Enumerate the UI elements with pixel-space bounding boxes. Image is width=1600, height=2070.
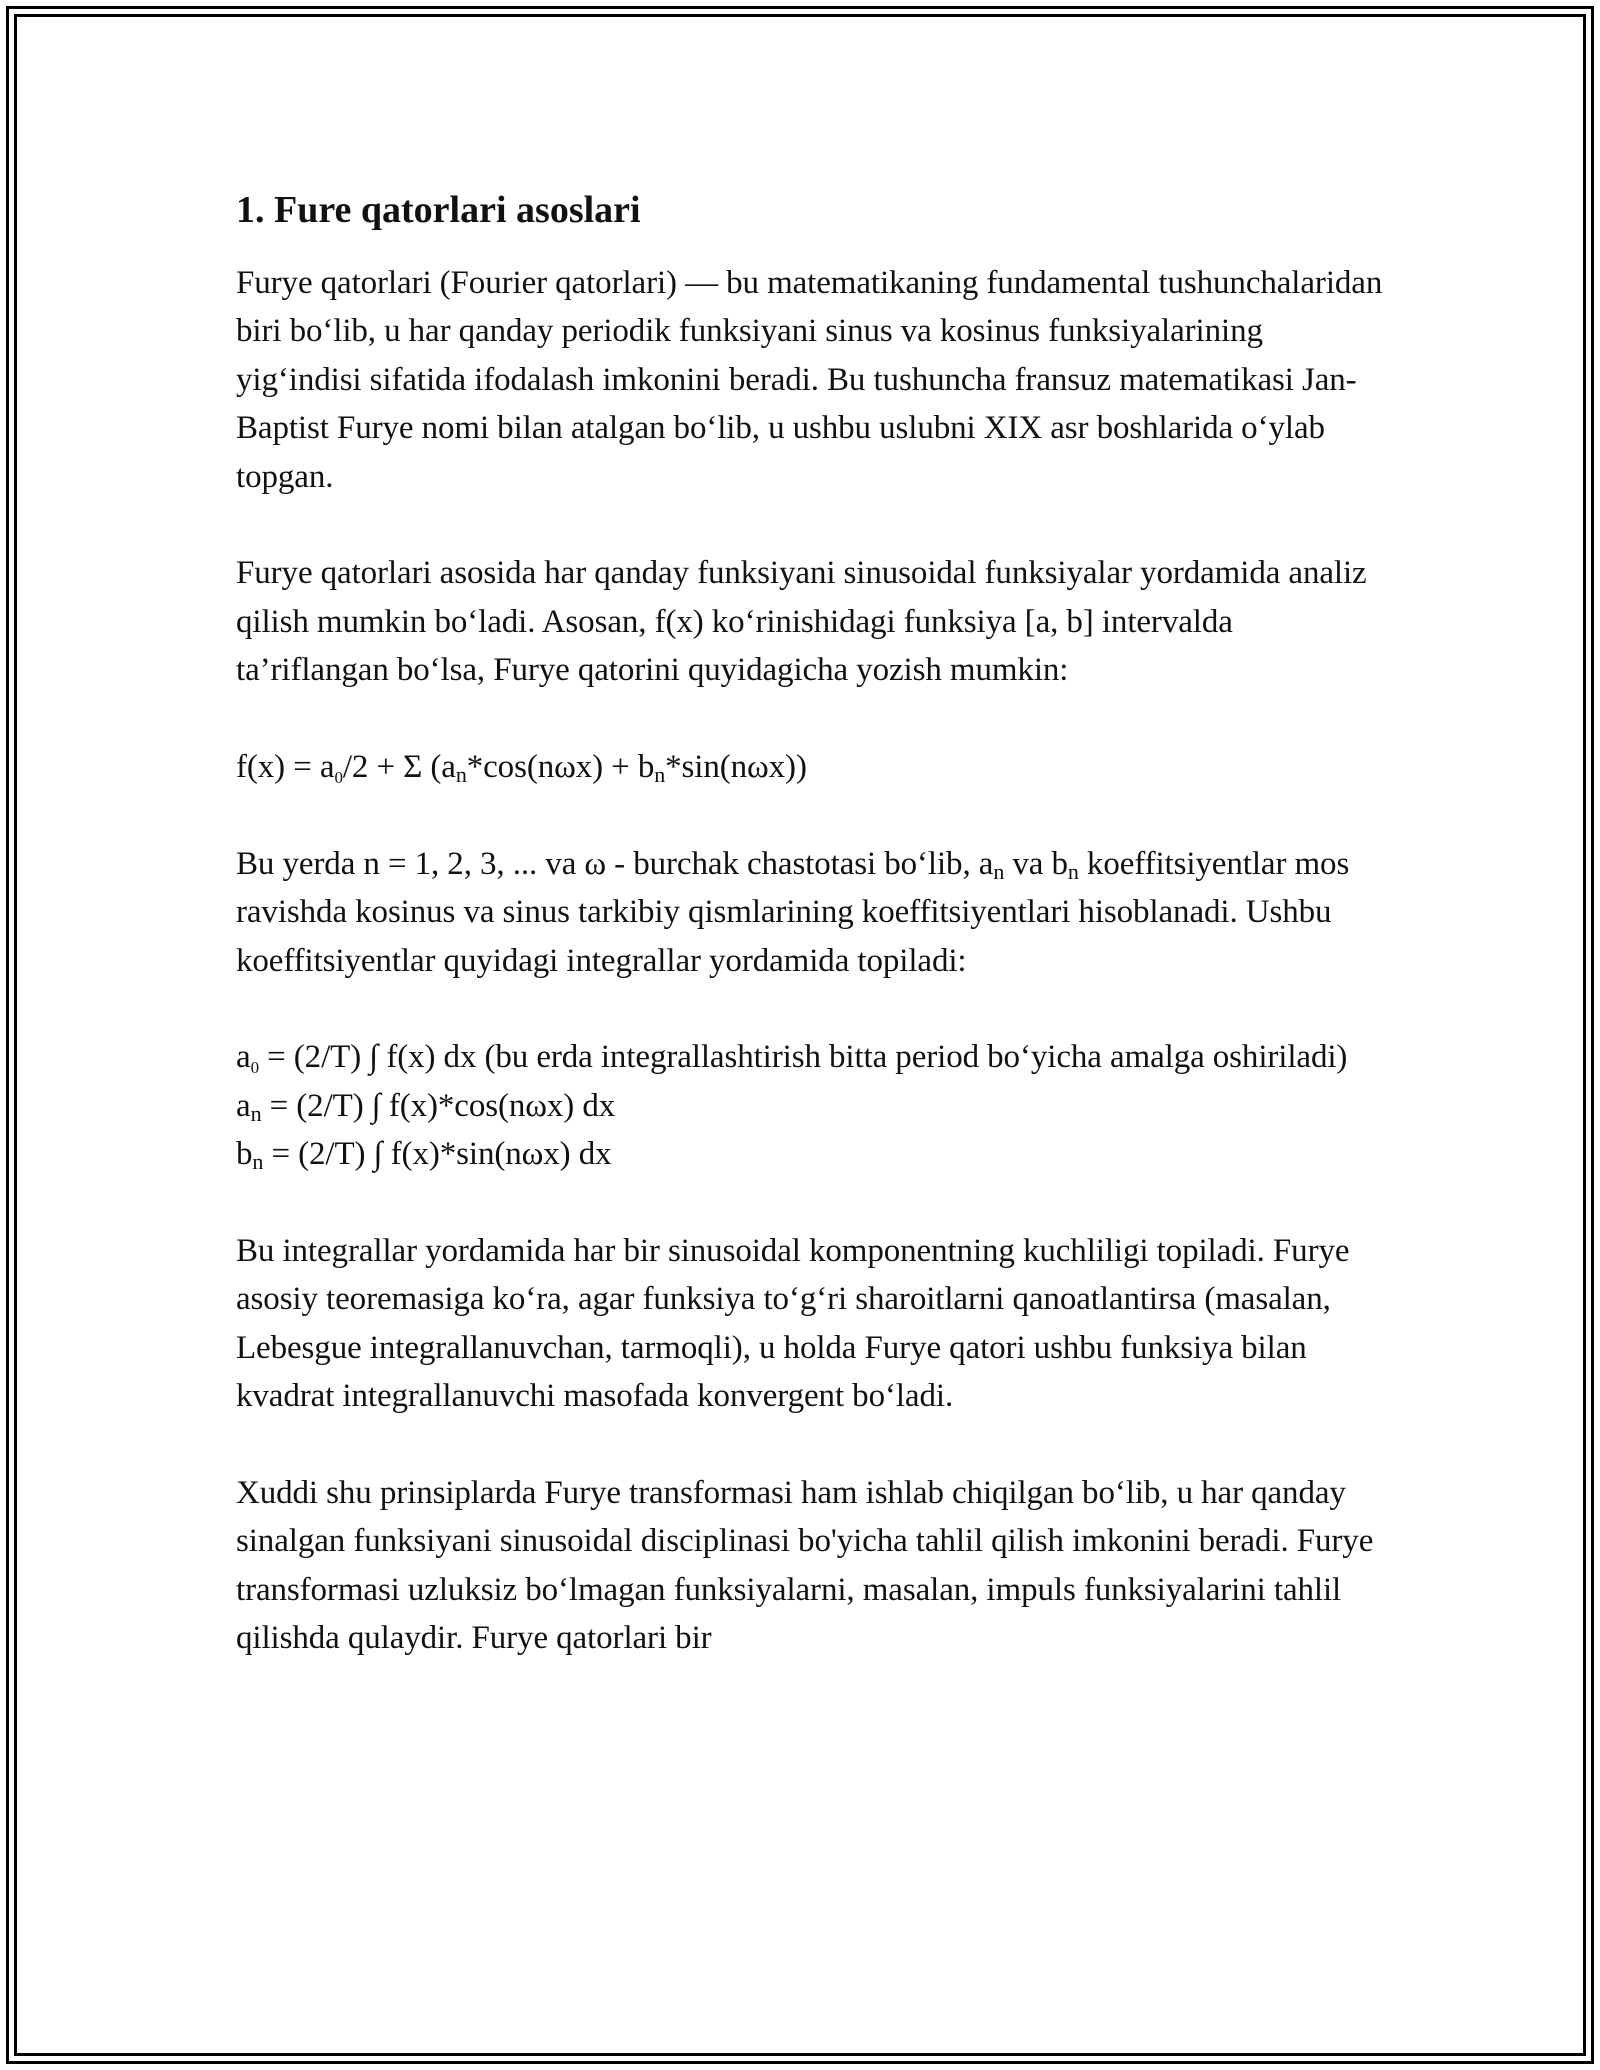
paragraph-convergence: Bu integrallar yordamida har bir sinusoidal komponentning kuchliligi topiladi. Furye asosiy teoremasiga ko‘ra, agar funksiya to‘g‘ri sharoitlarni qanoatlantirsa (masalan, Lebesgue integrallanuvchan, tarmoqli), u holda Furye qatori ushbu funksiya bilan kvadrat integrallanuvchi masofada konvergent bo‘ladi. <box>236 1233 1350 1415</box>
paragraph-coefficients: Bu yerda n = 1, 2, 3, ... va ω - burchak chastotasi bo‘lib, $a_n$ va $b_n$ koeffitsiyentlar mos ravishda kosinus va sinus tarkibiy qismlarining koeffitsiyentlari hisoblanadi. Ushbu koeffitsiyentlar quyidagi integrallar yordamida topiladi: <box>236 845 1350 979</box>
paragraph-analysis: Furye qatorlari asosida har qanday funksiyani sinusoidal funksiyalar yordamida analiz qilish mumkin bo‘ladi. Asosan, f(x) ko‘rinishidagi funksiya [a, b] intervalda ta’riflangan bo‘lsa, Furye qatorini quyidagicha yozish mumkin: <box>236 555 1367 689</box>
paragraph-intro: Furye qatorlari (Fourier qatorlari) — bu matematikaning fundamental tushunchalaridan biri bo‘lib, u har qanday periodik funksiyani sinus va kosinus funksiyalarining yig‘indisi sifatida ifodalash imkonini beradi. Bu tushuncha fransuz matematikasi Jan-Baptist Furye nomi bilan atalgan bo‘lib, u ushbu uslubni XIX asr boshlarida o‘ylab topgan. <box>236 265 1383 495</box>
coefficient-formulas <box>236 1033 1386 1178</box>
fourier-series-formula: $f(x) = a_0/2 + \Sigma$ $(a_n*\cos(n\omega x) + b_n*\sin(n\omega x))$ <box>236 749 807 788</box>
section-heading: 1. Fure qatorlari asoslari <box>236 189 641 231</box>
paragraph-transform: Xuddi shu prinsiplarda Furye transformasi ham ishlab chiqilgan bo‘lib, u har qanday sinalgan funksiyani sinusoidal disciplinasi bo'yicha tahlil qilish imkonini beradi. Furye transformasi uzluksiz bo‘lmagan funksiyalarni, masalan, impuls funksiyalarini tahlil qilishda qulaydir. Furye qatorlari bir <box>236 1475 1374 1657</box>
an-formula: $a_n = (2/T)$ ∫ f(x)*cos(nωx) dx <box>236 1087 616 1126</box>
bn-formula: $b_n = (2/T)$ ∫ f(x)*sin(nωx) dx <box>236 1136 612 1175</box>
a0-formula: $a_0 = (2/T)$ ∫ f(x) dx (bu erda integrallashtirish bitta period bo‘yicha amalga oshiriladi) <box>236 1039 1348 1078</box>
document-body <box>236 186 1386 1711</box>
